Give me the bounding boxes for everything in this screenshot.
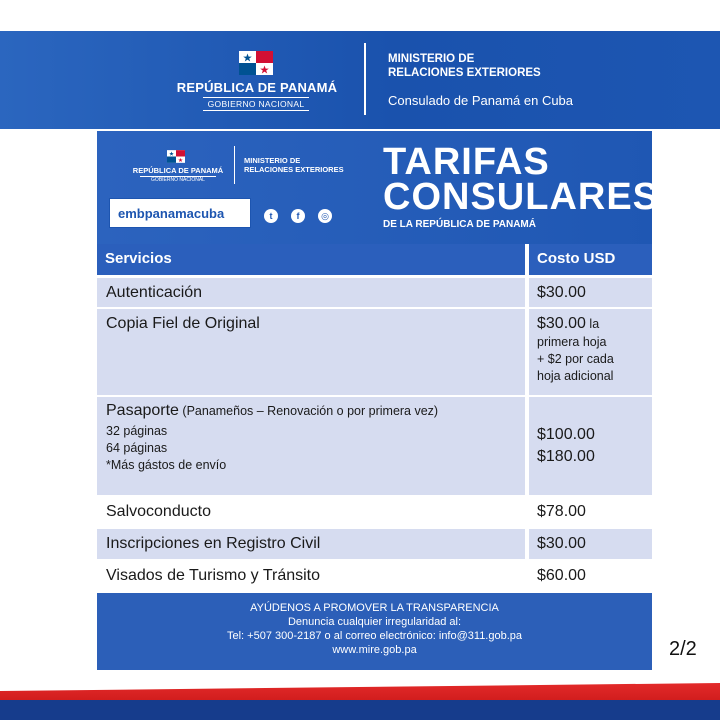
- ministry-line-1: MINISTERIO DE: [388, 53, 475, 65]
- panama-flag-icon: [239, 51, 273, 75]
- service-detail: *Más gástos de envío: [106, 458, 227, 472]
- instagram-icon: ◎: [318, 209, 332, 223]
- top-header-band: [0, 31, 720, 129]
- service-detail: 64 páginas: [106, 441, 168, 455]
- twitter-icon: t: [264, 209, 278, 223]
- service-cost: $30.00: [537, 535, 586, 552]
- title-tarifas: TARIFAS: [383, 141, 550, 183]
- header-divider: [364, 43, 366, 115]
- title-consulares: CONSULARES: [383, 176, 660, 218]
- footer-line-1: AYÚDENOS A PROMOVER LA TRANSPARENCIA: [250, 602, 499, 614]
- table-row: [97, 278, 652, 307]
- service-cost: $30.00: [537, 315, 586, 332]
- footer-line-4: www.mire.gob.pa: [332, 644, 417, 656]
- card-republic-title: REPÚBLICA DE PANAMÁ: [132, 166, 224, 175]
- header-servicios: Servicios: [97, 244, 527, 275]
- transparency-footer: [97, 593, 652, 670]
- header-costo: Costo USD: [529, 244, 652, 275]
- service-name: Copia Fiel de Original: [106, 315, 260, 332]
- social-handle: embpanamacuba: [118, 206, 225, 221]
- service-cost: $180.00: [537, 448, 595, 465]
- republic-title: REPÚBLICA DE PANAMÁ: [176, 80, 338, 95]
- table-row: [97, 561, 652, 591]
- title-subtitle: DE LA REPÚBLICA DE PANAMÁ: [383, 219, 536, 230]
- service-cost: $30.00: [537, 284, 586, 301]
- service-cost: $100.00: [537, 426, 595, 443]
- panama-flag-small-icon: [167, 150, 185, 163]
- service-name: Autenticación: [106, 284, 203, 301]
- page-indicator: 2/2: [669, 638, 697, 660]
- service-note: (Panameños – Renovación o por primera vez): [178, 404, 439, 418]
- card-government-subtitle: GOBIERNO NACIONAL: [140, 176, 216, 184]
- service-name: Visados de Turismo y Tránsito: [106, 567, 321, 584]
- table-header-row: [97, 244, 652, 275]
- cost-note: + $2 por cada: [537, 352, 614, 366]
- cost-note: hoja adicional: [537, 369, 614, 383]
- footer-line-2: Denuncia cualquier irregularidad al:: [287, 616, 462, 628]
- table-row: [97, 309, 652, 395]
- cost-note: primera hoja: [537, 335, 607, 349]
- service-name: Salvoconducto: [106, 503, 211, 520]
- consulate-name: Consulado de Panamá en Cuba: [388, 93, 574, 108]
- bottom-blue-band: [0, 700, 720, 720]
- service-cost: $60.00: [537, 567, 586, 584]
- service-name: Pasaporte: [106, 402, 179, 419]
- facebook-icon: f: [291, 209, 305, 223]
- service-detail: 32 páginas: [106, 424, 168, 438]
- footer-line-3: Tel: +507 300-2187 o al correo electrónico: info@311.gob.pa: [226, 630, 523, 642]
- card-ministry-line-1: MINISTERIO DE: [244, 156, 301, 165]
- service-name: Inscripciones en Registro Civil: [106, 535, 321, 552]
- card-header-divider: [234, 146, 235, 184]
- table-row: [97, 529, 652, 559]
- government-subtitle: GOBIERNO NACIONAL: [203, 97, 309, 111]
- ministry-line-2: RELACIONES EXTERIORES: [388, 67, 541, 79]
- service-cost: $78.00: [537, 503, 586, 520]
- table-row: [97, 497, 652, 527]
- social-handle-box: [109, 198, 251, 228]
- table-row: [97, 397, 652, 495]
- card-ministry-line-2: RELACIONES EXTERIORES: [244, 165, 344, 174]
- cost-note: la: [585, 317, 600, 331]
